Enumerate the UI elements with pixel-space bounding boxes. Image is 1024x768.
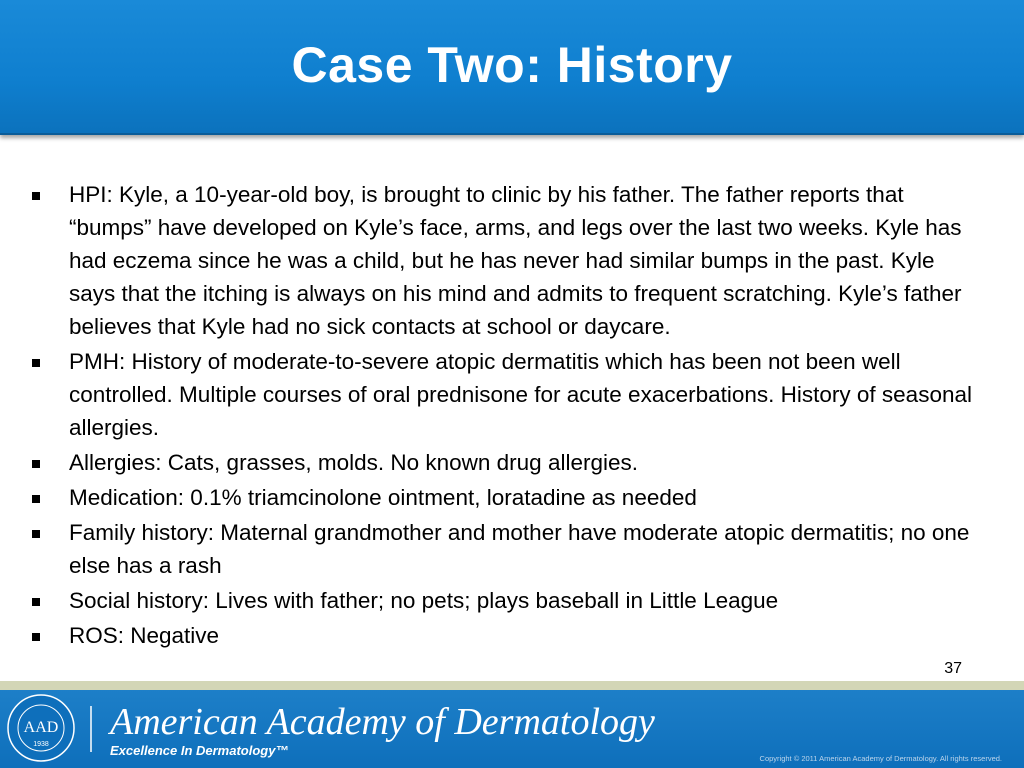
bullet-item-allergies	[32, 446, 982, 479]
bullet-item-pmh	[32, 345, 982, 444]
bullet-text: PMH: History of moderate-to-severe atopic dermatitis which has been not been well controlled. Multiple courses of oral prednisone for acute exacerbations. History of seasonal allergies.	[69, 349, 972, 440]
bullet-item-social-history	[32, 584, 982, 617]
bullet-text: Social history: Lives with father; no pets; plays baseball in Little League	[69, 588, 779, 613]
bullet-text: ROS: Negative	[69, 623, 220, 648]
seal-year: 1938	[33, 741, 49, 748]
footer-stripe	[0, 681, 1024, 690]
page-number: 37	[944, 660, 962, 677]
square-bullet-icon	[32, 633, 40, 641]
slide-title: Case Two: History	[291, 37, 733, 93]
title-bar	[0, 0, 1024, 135]
bullet-text: Family history: Maternal grandmother and mother have moderate atopic dermatitis; no one else has a rash	[69, 520, 970, 578]
bullet-item-family-history	[32, 516, 982, 582]
square-bullet-icon	[32, 460, 40, 468]
bullet-item-hpi	[32, 178, 982, 343]
bullet-item-ros	[32, 619, 982, 652]
square-bullet-icon	[32, 495, 40, 503]
bullet-list	[32, 178, 982, 654]
organization-name: American Academy of Dermatology	[110, 701, 655, 743]
bullet-item-medication	[32, 481, 982, 514]
footer-divider	[90, 706, 92, 752]
bullet-text: HPI: Kyle, a 10-year-old boy, is brought to clinic by his father. The father reports that “bumps” have developed on Kyle’s face, arms, and legs over the last two weeks. Kyle has had eczema since he was a child, but he has never had similar bumps in the past. Kyle says that the itching is always on his mind and admits to frequent scratching. Kyle’s father believes that Kyle had no sick contacts at school or daycare.	[69, 182, 962, 339]
square-bullet-icon	[32, 192, 40, 200]
footer-bar	[0, 690, 1024, 768]
seal-text: AAD	[23, 719, 59, 736]
organization-tagline: Excellence In Dermatology™	[110, 743, 289, 758]
copyright-notice: Copyright © 2011 American Academy of Dermatology. All rights reserved.	[759, 754, 1002, 763]
bullet-text: Medication: 0.1% triamcinolone ointment, loratadine as needed	[69, 485, 697, 510]
bullet-text: Allergies: Cats, grasses, molds. No known drug allergies.	[69, 450, 638, 475]
aad-seal-logo	[6, 693, 76, 763]
square-bullet-icon	[32, 598, 40, 606]
square-bullet-icon	[32, 530, 40, 538]
square-bullet-icon	[32, 359, 40, 367]
